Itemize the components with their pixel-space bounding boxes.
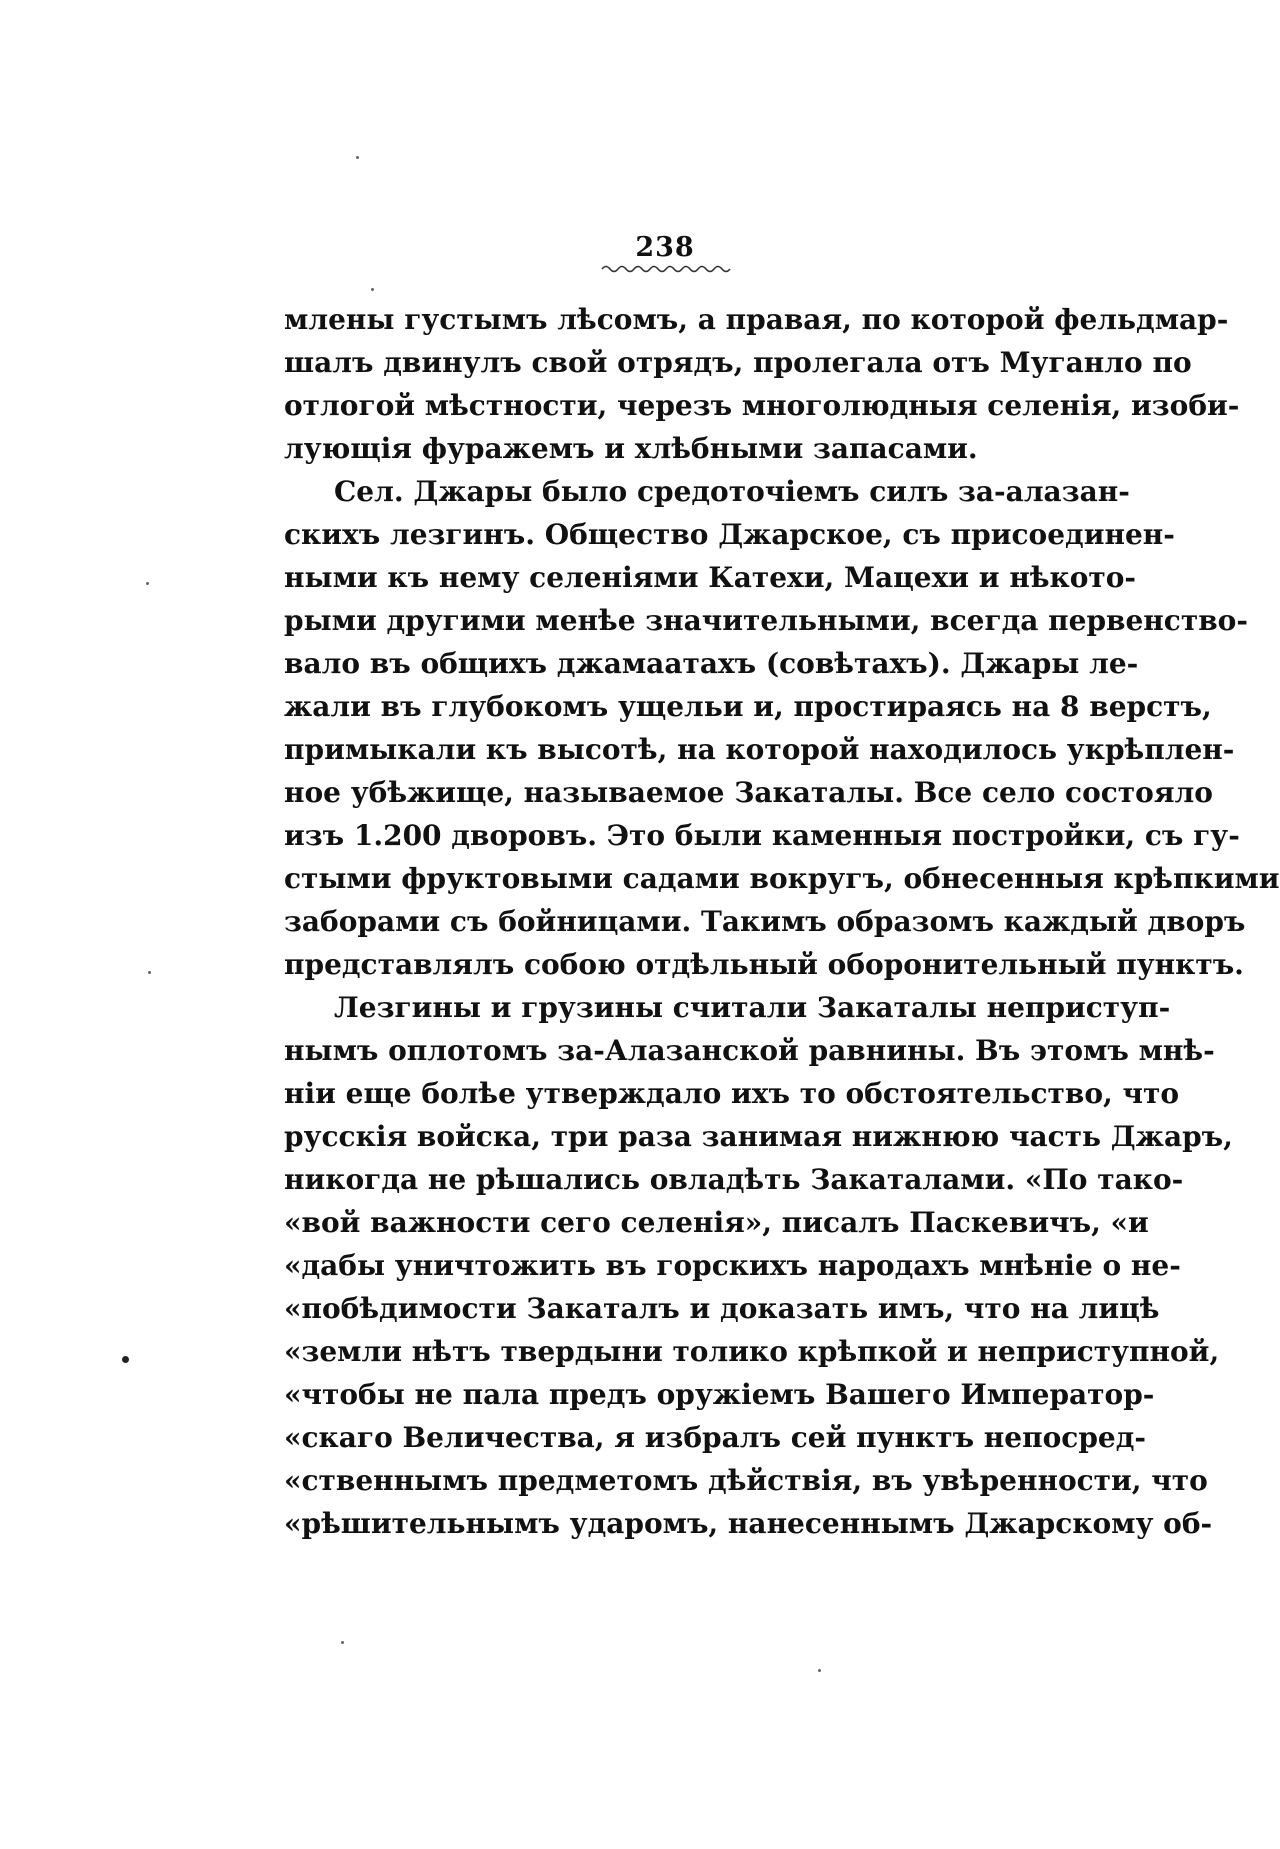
text-line: лующія фуражемъ и хлѣбными запасами. [284, 432, 978, 465]
text-line: скихъ лезгинъ. Общество Джарское, съ присоединен- [284, 518, 1175, 551]
scan-speck [818, 1669, 821, 1672]
scan-speck [146, 582, 149, 585]
paragraph [284, 470, 1280, 986]
text-line: вало въ общихъ джамаатахъ (совѣтахъ). Джары ле- [284, 647, 1139, 680]
text-line: русскія войска, три раза занимая нижнюю часть Джаръ, [284, 1120, 1233, 1153]
page-number: 238 [635, 232, 695, 263]
text-line: ное убѣжище, называемое Закаталы. Все село состояло [284, 776, 1213, 809]
scan-speck [356, 156, 359, 159]
text-line: стыми фруктовыми садами вокругъ, обнесенныя крѣпкими [284, 862, 1280, 895]
wavy-rule-ornament [600, 263, 730, 275]
text-line: ніи еще болѣе утверждало ихъ то обстоятельство, что [284, 1077, 1180, 1110]
text-line: «дабы уничтожить въ горскихъ народахъ мнѣніе о не- [284, 1249, 1181, 1282]
text-line: «вой важности сего селенія», писалъ Паскевичъ, «и [284, 1206, 1149, 1239]
scan-speck [148, 971, 151, 974]
scan-speck [371, 288, 374, 291]
text-line: Лезгины и грузины считали Закаталы неприступ- [334, 991, 1171, 1024]
paragraph [284, 986, 1233, 1545]
text-line: нымъ оплотомъ за-Алазанской равнины. Въ этомъ мнѣ- [284, 1034, 1215, 1067]
text-line: «ственнымъ предметомъ дѣйствія, въ увѣренности, что [284, 1464, 1208, 1497]
text-line: отлогой мѣстности, черезъ многолюдныя селенія, изоби- [284, 389, 1240, 422]
text-line: шалъ двинулъ свой отрядъ, пролегала отъ Муганло по [284, 346, 1192, 379]
page-header [600, 232, 730, 275]
text-line: «побѣдимости Закаталъ и доказать имъ, что на лицѣ [284, 1292, 1160, 1325]
text-line: «скаго Величества, я избралъ сей пунктъ непосред- [284, 1421, 1147, 1454]
text-line: жали въ глубокомъ ущельи и, простираясь на 8 верстъ, [284, 690, 1212, 723]
text-line: «рѣшительнымъ ударомъ, нанесеннымъ Джарскому об- [284, 1507, 1213, 1540]
text-line: Сел. Джары было средоточіемъ силъ за-алазан- [334, 475, 1130, 508]
text-line: рыми другими менѣе значительными, всегда первенство- [284, 604, 1248, 637]
paragraph [284, 298, 1240, 470]
text-line: ными къ нему селеніями Катехи, Мацехи и нѣкото- [284, 561, 1137, 594]
text-line: представлялъ собою отдѣльный оборонительный пунктъ. [284, 948, 1244, 981]
text-line: заборами съ бойницами. Такимъ образомъ каждый дворъ [284, 905, 1246, 938]
text-line: «чтобы не пала предъ оружіемъ Вашего Император- [284, 1378, 1155, 1411]
scan-speck [341, 1641, 344, 1644]
text-line: изъ 1.200 дворовъ. Это были каменныя постройки, съ гу- [284, 819, 1240, 852]
margin-dot [122, 1356, 129, 1363]
body-text [284, 298, 1280, 1545]
text-line: примыкали къ высотѣ, на которой находилось укрѣплен- [284, 733, 1235, 766]
text-line: «земли нѣтъ твердыни толико крѣпкой и неприступной, [284, 1335, 1220, 1368]
text-line: млены густымъ лѣсомъ, а правая, по которой фельдмар- [284, 303, 1229, 336]
text-line: никогда не рѣшались овладѣть Закаталами. «По тако- [284, 1163, 1184, 1196]
